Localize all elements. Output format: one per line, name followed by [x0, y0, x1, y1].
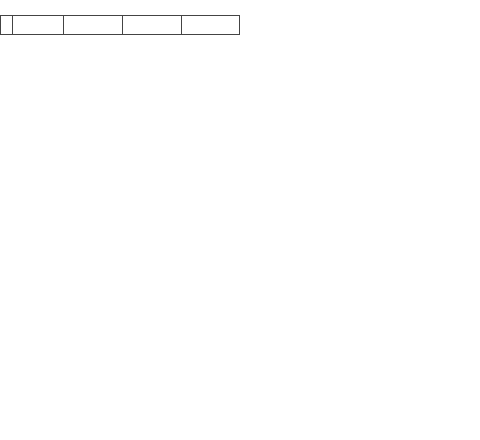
header-sire [64, 16, 123, 35]
header-damsire [182, 16, 240, 35]
header-num [1, 16, 13, 35]
header-horse [13, 16, 64, 35]
entry-header-row [1, 16, 240, 35]
header-dam [123, 16, 182, 35]
entry-table [0, 15, 240, 35]
